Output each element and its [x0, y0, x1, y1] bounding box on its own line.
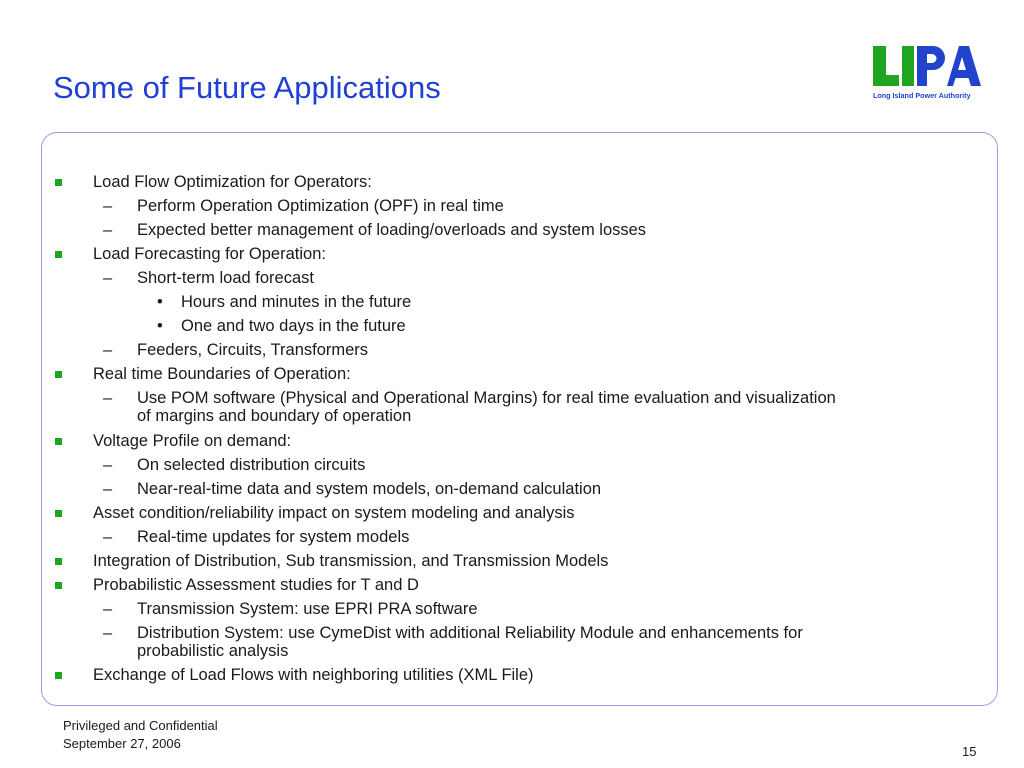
square-bullet-icon: [55, 179, 62, 186]
dash-bullet-icon: –: [103, 389, 113, 407]
bullet-text: Near-real-time data and system models, on-demand calculation: [137, 480, 602, 498]
bullet-text: of margins and boundary of operation: [137, 407, 412, 425]
square-bullet-icon: [55, 251, 62, 258]
bullet-text: Perform Operation Optimization (OPF) in real time: [137, 197, 504, 215]
bullet-text: Voltage Profile on demand:: [93, 432, 292, 450]
dot-bullet-icon: •: [157, 293, 163, 311]
dash-bullet-icon: –: [103, 221, 113, 239]
footer-date: September 27, 2006: [63, 736, 181, 751]
bullet-text: Hours and minutes in the future: [181, 293, 412, 311]
bullet-text: Distribution System: use CymeDist with additional Reliability Module and enhancements for: [137, 624, 803, 642]
bullet-text: Short-term load forecast: [137, 269, 314, 287]
bullet-text: Exchange of Load Flows with neighboring utilities (XML File): [93, 666, 534, 684]
footer-confidential: Privileged and Confidential: [63, 718, 218, 733]
square-bullet-icon: [55, 510, 62, 517]
lipa-logo: [871, 44, 983, 102]
bullet-text: Asset condition/reliability impact on system modeling and analysis: [93, 504, 575, 522]
logo-letter-i: [902, 46, 914, 86]
dash-bullet-icon: –: [103, 624, 113, 642]
bullet-text: Use POM software (Physical and Operational Margins) for real time evaluation and visualization: [137, 389, 836, 407]
square-bullet-icon: [55, 438, 62, 445]
square-bullet-icon: [55, 582, 62, 589]
bullet-text: Expected better management of loading/overloads and system losses: [137, 221, 647, 239]
bullet-text: Integration of Distribution, Sub transmission, and Transmission Models: [93, 552, 609, 570]
bullet-text: Load Forecasting for Operation:: [93, 245, 326, 263]
slide-title: Some of Future Applications: [53, 70, 441, 105]
dash-bullet-icon: –: [103, 480, 113, 498]
bullet-text: One and two days in the future: [181, 317, 406, 335]
square-bullet-icon: [55, 558, 62, 565]
dash-bullet-icon: –: [103, 456, 113, 474]
bullet-text: Feeders, Circuits, Transformers: [137, 341, 369, 359]
logo-letter-a: [947, 46, 981, 86]
bullet-text: On selected distribution circuits: [137, 456, 366, 474]
square-bullet-icon: [55, 672, 62, 679]
bullet-text: probabilistic analysis: [137, 642, 289, 660]
dash-bullet-icon: –: [103, 600, 113, 618]
bullet-text: Real-time updates for system models: [137, 528, 410, 546]
logo-subtitle: Long Island Power Authority: [873, 91, 971, 100]
dash-bullet-icon: –: [103, 269, 113, 287]
square-bullet-icon: [55, 371, 62, 378]
dot-bullet-icon: •: [157, 317, 163, 335]
logo-letter-p: [917, 46, 945, 86]
bullet-text: Transmission System: use EPRI PRA software: [137, 600, 478, 618]
dash-bullet-icon: –: [103, 528, 113, 546]
bullet-text: Probabilistic Assessment studies for T and D: [93, 576, 419, 594]
dash-bullet-icon: –: [103, 341, 113, 359]
bullet-text: Load Flow Optimization for Operators:: [93, 173, 372, 191]
dash-bullet-icon: –: [103, 197, 113, 215]
page-number: 15: [962, 744, 977, 759]
bullet-text: Real time Boundaries of Operation:: [93, 365, 351, 383]
